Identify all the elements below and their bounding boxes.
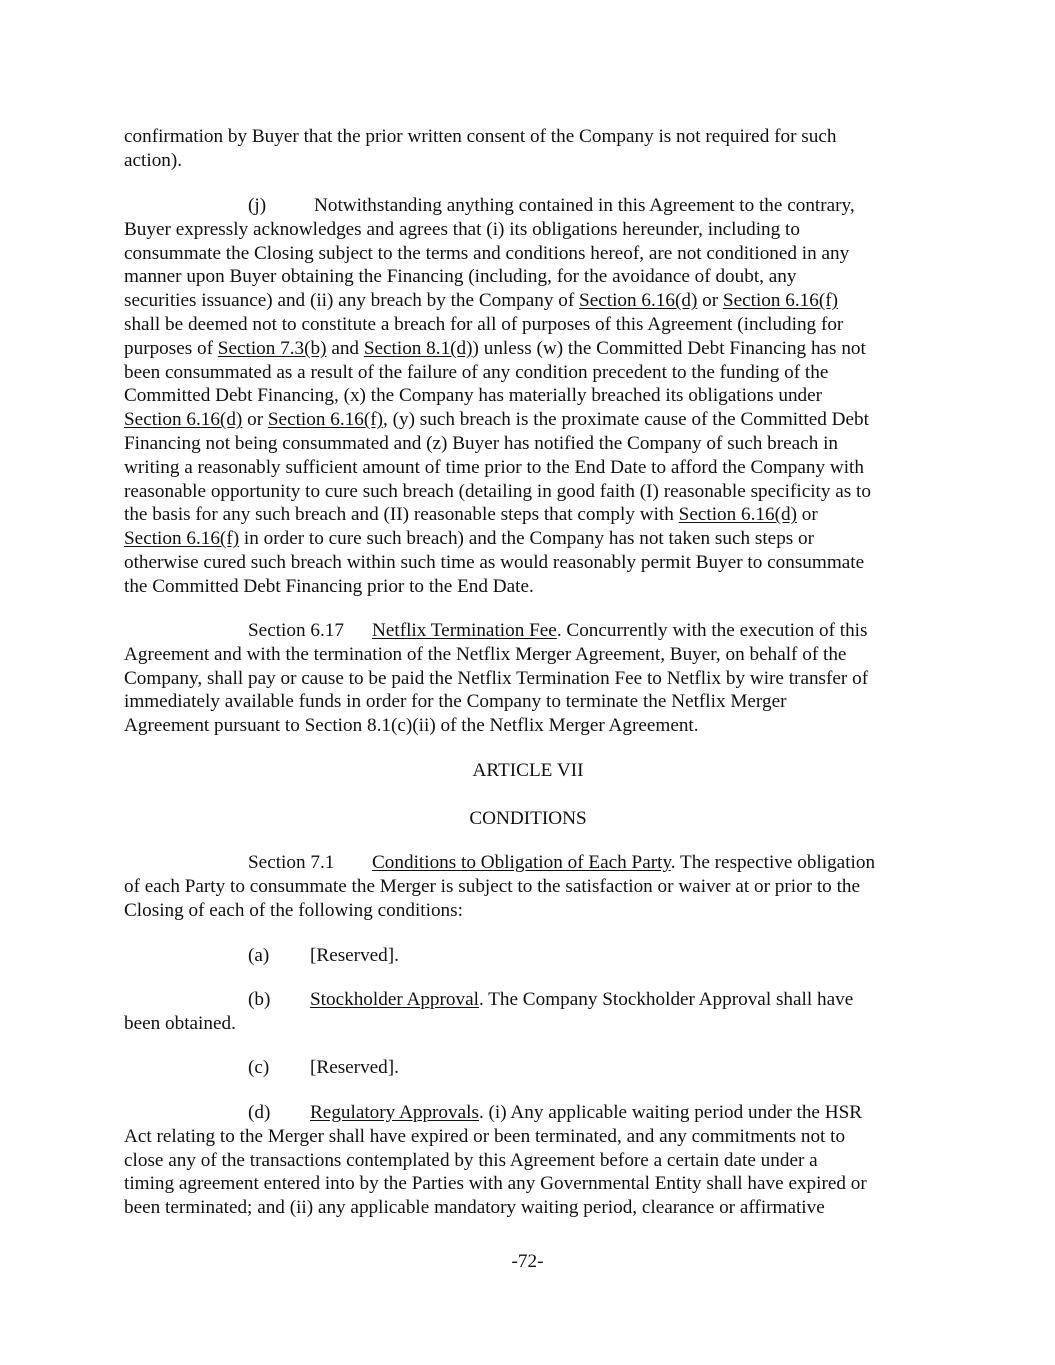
text-span: or <box>697 290 723 312</box>
text-span: Notwithstanding anything contained in this Agreement to the contrary, <box>314 195 855 216</box>
text-line: shall be deemed not to constitute a breach for all of purposes of this Agreement (including for <box>124 313 844 335</box>
text-line <box>124 337 932 361</box>
text-span: purposes of <box>124 337 218 359</box>
article-title: CONDITIONS <box>469 808 587 829</box>
text-line <box>124 527 932 551</box>
text-span: in order to cure such breach) and the Company has not taken such steps or <box>239 528 815 550</box>
text-span: and <box>326 337 364 359</box>
text-span: or <box>242 409 268 431</box>
clause-a <box>124 944 932 968</box>
text-line <box>124 619 932 643</box>
section-number: Section 6.17 <box>248 620 344 641</box>
text-line: Committed Debt Financing, (x) the Company has materially breached its obligations under <box>124 385 823 407</box>
text-line: manner upon Buyer obtaining the Financing (including, for the avoidance of doubt, any <box>124 266 797 288</box>
paragraph-j <box>124 194 932 599</box>
text-line: otherwise cured such breach within such time as would reasonably permit Buyer to consummate <box>124 551 865 573</box>
text-line: Closing of each of the following conditions: <box>124 899 463 921</box>
section-reference: Section 6.16(d) <box>124 409 243 431</box>
text-line: immediately available funds in order for the Company to terminate the Netflix Merger <box>124 691 787 713</box>
text-line: reasonable opportunity to cure such breach (detailing in good faith (I) reasonable specificity as to <box>124 480 871 502</box>
text-span: , (y) such breach is the proximate cause of the Committed Debt <box>383 409 869 431</box>
text-span: the basis for any such breach and (II) reasonable steps that comply with <box>124 504 679 526</box>
text-line <box>124 1101 932 1125</box>
text-span: securities issuance) and (ii) any breach by the Company of <box>124 290 580 312</box>
text-line: Agreement and with the termination of the Netflix Merger Agreement, Buyer, on behalf of the <box>124 643 847 665</box>
section-title: Netflix Termination Fee <box>372 620 557 641</box>
text-line <box>124 289 932 313</box>
text-span: ) unless (w) the Committed Debt Financing has not <box>472 337 866 359</box>
text-line <box>124 1056 932 1080</box>
text-span: or <box>796 504 818 526</box>
clause-label: (b) <box>248 989 271 1010</box>
section-number: Section 7.1 <box>248 852 335 873</box>
text-line: Company, shall pay or cause to be paid the Netflix Termination Fee to Netflix by wire transfer of <box>124 667 869 689</box>
text-line: Act relating to the Merger shall have expired or been terminated, and any commitments not to <box>124 1125 846 1147</box>
text-line <box>124 851 932 875</box>
page-number: -72- <box>511 1251 544 1272</box>
text-line: of each Party to consummate the Merger is subject to the satisfaction or waiver at or prior to the <box>124 875 861 897</box>
text-line: confirmation by Buyer that the prior written consent of the Company is not required for such <box>124 126 837 147</box>
section-reference: Section 8.1(d) <box>363 337 473 359</box>
clause-label: (d) <box>248 1102 271 1123</box>
clause-label: (j) <box>248 195 267 216</box>
clause-label: (c) <box>248 1057 270 1078</box>
section-reference: Section 6.16(f) <box>722 290 839 312</box>
clause-label: (a) <box>248 945 270 966</box>
text-line: consummate the Closing subject to the terms and conditions hereof, are not conditioned in any <box>124 242 850 264</box>
text-line <box>124 408 932 432</box>
section-reference: Section 6.16(d) <box>678 504 797 526</box>
text-line: Financing not being consummated and (z) Buyer has notified the Company of such breach in <box>124 432 839 454</box>
section-reference: Section 6.16(f) <box>267 409 383 431</box>
section-6-17 <box>124 619 932 738</box>
article-heading: ARTICLE VII <box>472 760 584 781</box>
text-span: . Concurrently with the execution of this <box>556 620 868 641</box>
text-span: . The Company Stockholder Approval shall have <box>478 989 854 1010</box>
text-line <box>124 944 932 968</box>
text-line <box>124 988 932 1012</box>
section-reference: Section 6.16(f) <box>124 528 240 550</box>
clause-c <box>124 1056 932 1080</box>
text-line: been obtained. <box>124 1012 236 1034</box>
text-line: timing agreement entered into by the Parties with any Governmental Entity shall have expired or <box>124 1173 867 1195</box>
clause-d <box>124 1101 932 1220</box>
clause-title: Stockholder Approval <box>310 989 479 1010</box>
text-line <box>124 503 932 527</box>
text-line: writing a reasonably sufficient amount of time prior to the End Date to afford the Company with <box>124 456 864 478</box>
clause-title: Regulatory Approvals <box>310 1102 479 1123</box>
text-span: [Reserved]. <box>310 945 399 966</box>
clause-b <box>124 988 932 1036</box>
text-line: been consummated as a result of the failure of any condition precedent to the funding of the <box>124 361 829 383</box>
text-span: . The respective obligation <box>670 852 876 873</box>
text-line: Buyer expressly acknowledges and agrees that (i) its obligations hereunder, including to <box>124 218 800 240</box>
text-line: close any of the transactions contemplated by this Agreement before a certain date under a <box>124 1149 818 1171</box>
section-reference: Section 6.16(d) <box>579 290 698 312</box>
text-span: . (i) Any applicable waiting period under the HSR <box>478 1102 863 1123</box>
text-line <box>124 194 932 218</box>
text-line: the Committed Debt Financing prior to the End Date. <box>124 575 534 597</box>
text-line: Agreement pursuant to Section 8.1(c)(ii) of the Netflix Merger Agreement. <box>124 715 699 737</box>
text-span: [Reserved]. <box>310 1057 399 1078</box>
section-7-1 <box>124 851 932 922</box>
section-title: Conditions to Obligation of Each Party <box>372 852 671 873</box>
section-reference: Section 7.3(b) <box>217 337 327 359</box>
paragraph-intro <box>124 125 932 173</box>
text-line: been terminated; and (ii) any applicable mandatory waiting period, clearance or affirmative <box>124 1197 825 1219</box>
text-line: action). <box>124 149 183 171</box>
